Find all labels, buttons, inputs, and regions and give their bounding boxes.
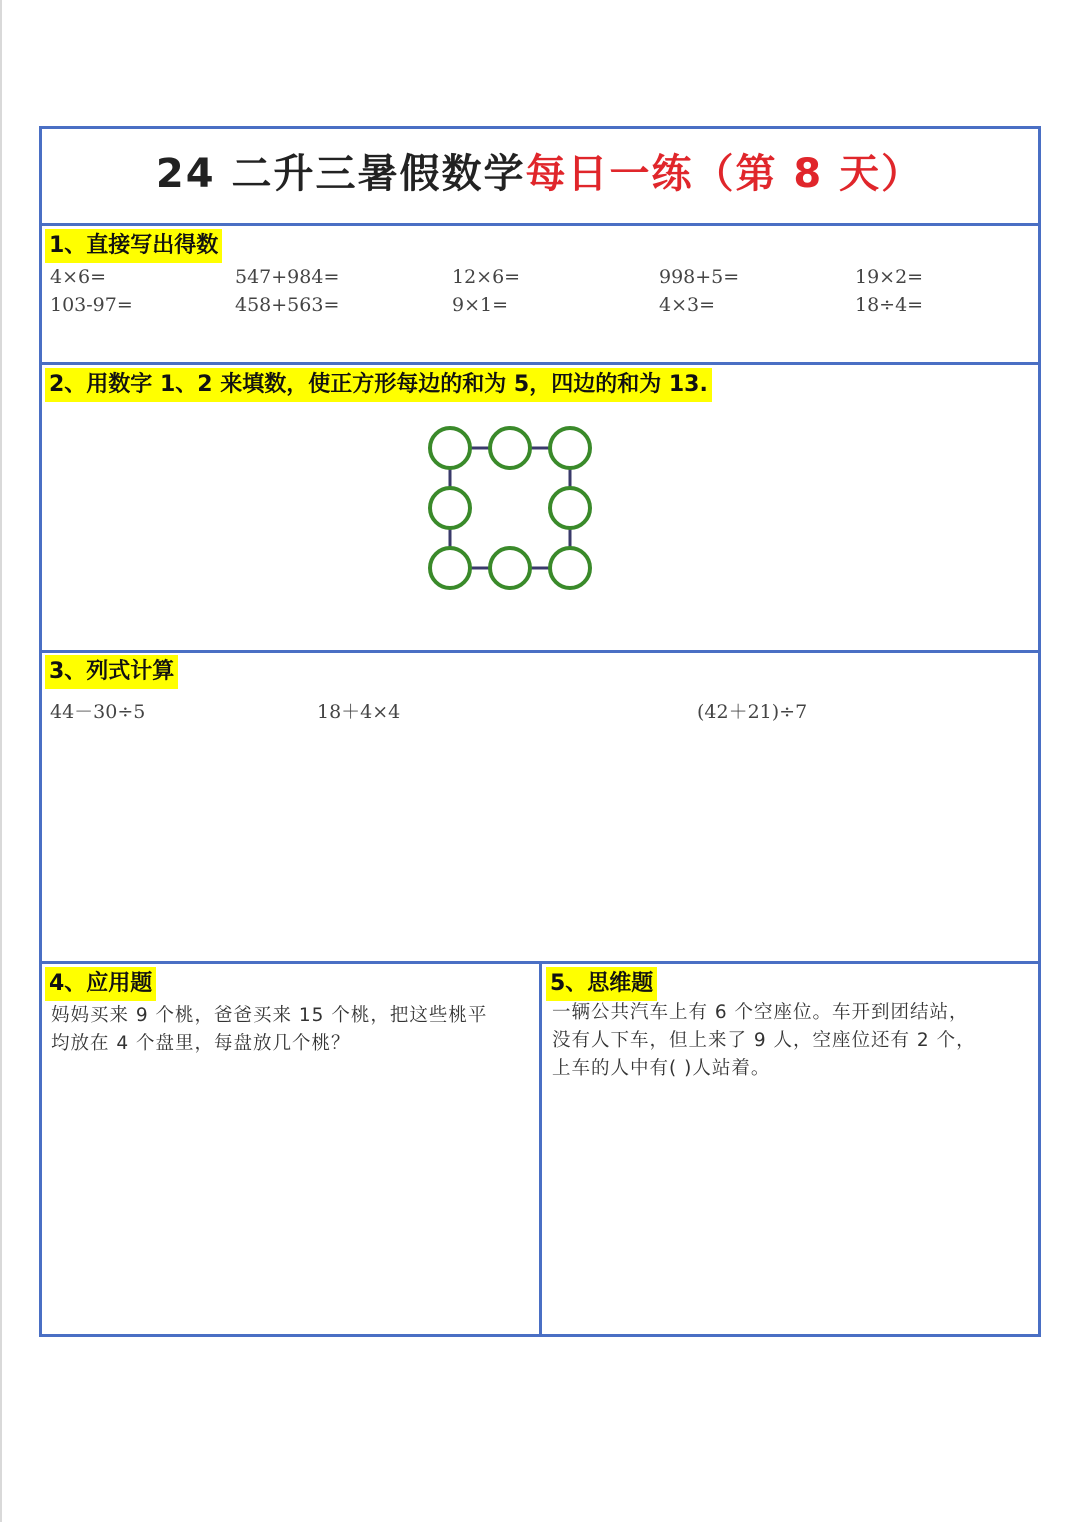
thinking-problem-line: 一辆公共汽车上有 6 个空座位。车开到团结站， (552, 1002, 969, 1023)
expression-problem: 44－30÷5 (50, 701, 146, 723)
calc-item: 18÷4= (855, 294, 924, 316)
thinking-problem-line: 上车的人中有( )人站着。 (552, 1058, 771, 1079)
circle-square-diagram (420, 418, 670, 608)
calc-item: 19×2= (855, 266, 924, 288)
divider-line (39, 223, 1041, 226)
section3-heading: 3、列式计算 (45, 655, 178, 689)
fill-circle-middle-left[interactable] (430, 488, 470, 528)
calc-item: 9×1= (452, 294, 509, 316)
page-edge (0, 0, 2, 1522)
page-title (39, 142, 1040, 199)
word-problem-line: 均放在 4 个盘里，每盘放几个桃？ (51, 1033, 351, 1054)
calc-item: 12×6= (452, 266, 521, 288)
fill-circle-middle-right[interactable] (550, 488, 590, 528)
expression-problem: 18＋4×4 (317, 701, 401, 723)
thinking-problem-line: 没有人下车，但上来了 9 人，空座位还有 2 个， (552, 1030, 976, 1051)
calc-item: 4×3= (659, 294, 716, 316)
fill-circle-top-left[interactable] (430, 428, 470, 468)
fill-circle-bottom-left[interactable] (430, 548, 470, 588)
fill-circle-bottom-middle[interactable] (490, 548, 530, 588)
section4-heading: 4、应用题 (45, 967, 156, 1001)
circle-group (430, 428, 590, 588)
divider-line (539, 961, 542, 1336)
divider-line (39, 650, 1041, 653)
thinking-problem-text (552, 999, 1032, 1083)
fill-circle-top-middle[interactable] (490, 428, 530, 468)
fill-circle-top-right[interactable] (550, 428, 590, 468)
divider-line (39, 362, 1041, 365)
diagram-svg (420, 418, 670, 608)
word-problem-text (51, 1002, 535, 1058)
section2-heading: 2、用数字 1、2 来填数，使正方形每边的和为 5，四边的和为 13. (45, 368, 712, 402)
fill-circle-bottom-right[interactable] (550, 548, 590, 588)
section1-heading: 1、直接写出得数 (45, 229, 222, 263)
calc-item: 4×6= (50, 266, 107, 288)
calc-item: 458+563= (235, 294, 340, 316)
word-problem-line: 妈妈买来 9 个桃，爸爸买来 15 个桃，把这些桃平 (51, 1005, 488, 1026)
expression-problem: (42＋21)÷7 (697, 701, 808, 723)
calc-item: 547+984= (235, 266, 340, 288)
section5-heading: 5、思维题 (546, 967, 657, 1001)
calc-item: 998+5= (659, 266, 740, 288)
title-highlight: 每日一练（第 8 天） (525, 151, 924, 197)
calc-item: 103-97= (50, 294, 133, 316)
title-area (39, 128, 1040, 223)
title-main: 24 二升三暑假数学 (155, 151, 526, 197)
